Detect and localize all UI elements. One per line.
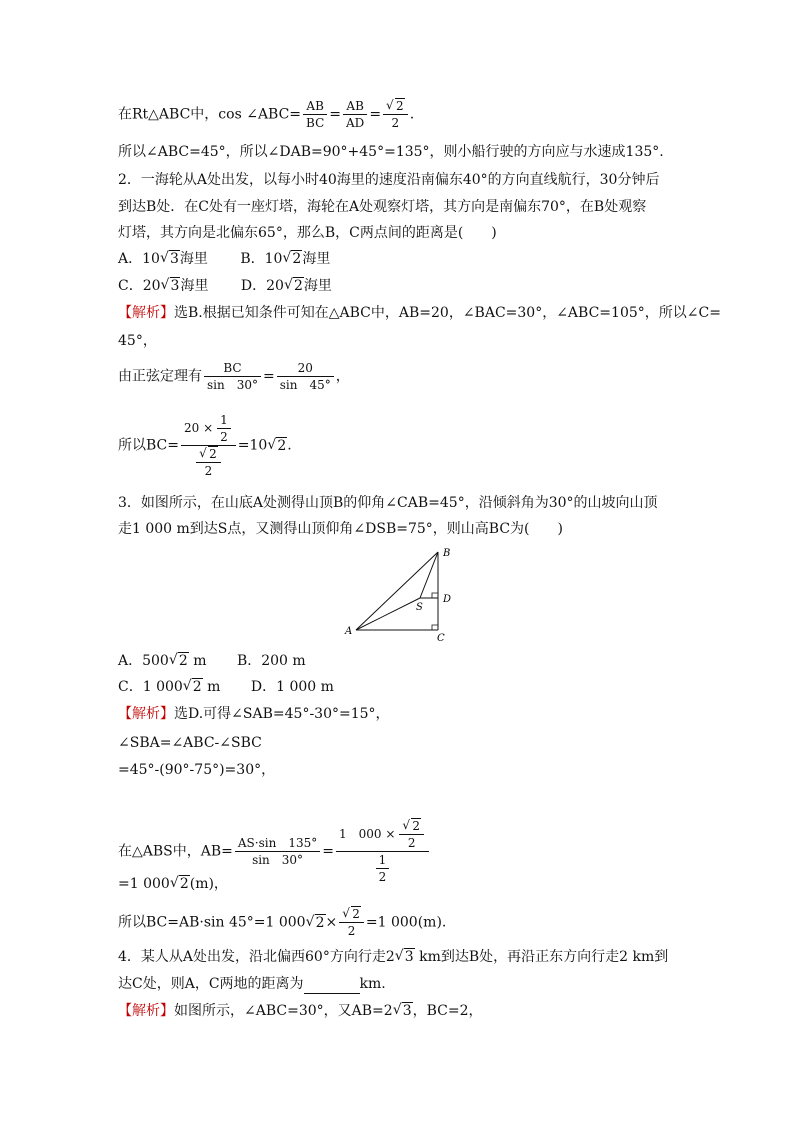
q2-stem-line-1: 2．一海轮从A处出发，以每小时40海里的速度沿南偏东40°的方向直线航行，30分钟后 [118,172,660,188]
right-angle-mark-d [432,593,438,598]
compound-fraction: 1 000 × √ $\frac{2}{2}$ $\frac{1}{2}$ [336,818,429,885]
q3-option-b: B．200 m [236,653,306,669]
right-angle-mark-c [432,625,438,630]
q3-stem-line-1: 3．如图所示，在山底A处测得山顶B的仰角∠CAB=45°，沿倾斜角为30°的山坡向山顶 [118,495,658,511]
q3-bc-result-line: 所以BC=AB·sin 45°=1 000√ 2× √ $\frac{2}{2}$ =1 000(m). [118,906,446,939]
q2-options-row-1 [118,249,330,269]
q2-stem-line-2: 到达B处．在C处有一座灯塔，海轮在A处观察灯塔，其方向是南偏东70°，在B处观察 [118,199,647,215]
q2-options-row-2 [118,276,332,296]
segment-ab [356,552,438,630]
q3-solution-line-2: ∠SBA=∠ABC-∠SBC [118,735,262,751]
solution-tag: 【解析】 [118,706,174,722]
derivation-line-1: 在Rt△ABC中，cos ∠ABC= $\frac{AB}{BC}$ = $\frac{AB}{AD}$ = √ $\frac{2}{2}$ . [118,98,414,131]
fraction: √ $\frac{2}{2}$ [339,906,364,939]
q2-option-a: A．10√ 3海里 [118,251,208,267]
q3-option-a: A．500√ 2 m [118,653,207,669]
q3-stem-line-2: 走1 000 m到达S点，又测得山顶仰角∠DSB=75°，则山高BC为( ) [118,521,563,537]
q3-ab-result-line: =1 000√ 2(m)， [118,874,228,894]
q3-mountain-figure [340,546,460,642]
q3-option-d: D．1 000 m [250,679,334,695]
label-b: B [443,548,451,559]
segment-as [356,598,420,630]
q2-stem-line-3: 灯塔，其方向是北偏东65°，那么B，C两点间的距离是( ) [118,225,497,241]
q2-solution-line-2: 45°， [118,333,157,349]
fraction: $\frac{AB}{BC}$ [303,98,327,131]
fraction: $\frac{20}{\sin 45^\circ}$ [277,360,334,393]
segment-sb [420,552,438,598]
q3-solution-line-1: 【解析】选D.可得∠SAB=45°-30°=15°， [118,706,390,722]
q3-option-c: C．1 000√ 2 m [118,679,220,695]
derivation-line-2: 所以∠ABC=45°，所以∠DAB=90°+45°=135°，则小船行驶的方向应与水速成135°. [118,144,664,160]
fraction: $\frac{BC}{\sin 30^\circ}$ [204,360,261,393]
q4-solution-line-1: 【解析】如图所示，∠ABC=30°，又AB=2√ 3，BC=2， [118,1001,483,1021]
q3-options-row-2 [118,677,334,697]
q2-option-c: C．20√ 3海里 [118,278,208,294]
q2-option-b: B．10√ 2海里 [240,251,330,267]
label-d: D [443,594,452,605]
label-c: C [437,633,445,642]
fraction: $\frac{AS\cdot\sin 135^\circ}{\sin 30^\circ}$ [235,835,320,868]
label-a: A [345,626,353,637]
fraction: √ $\frac{2}{2}$ [383,98,408,131]
fraction: $\frac{AB}{AD}$ [343,98,367,131]
q3-abs-line: 在△ABS中，AB= $\frac{AS\cdot\sin 135^\circ}{\sin 30^\circ}$ = 1 000 × √ $\frac{2}{2}$ $\frac{1}{2}$ [118,818,431,885]
solution-tag: 【解析】 [118,305,174,321]
answer-blank [304,979,360,994]
q4-stem-line-2: 达C处，则A，C两地的距离为 km. [118,976,386,992]
q4-stem-line-1: 4．某人从A处出发，沿北偏西60°方向行走2√ 3 km到达B处，再沿正东方向行走2 km到 [118,947,668,967]
q2-solution-line-1: 【解析】选B.根据已知条件可知在△ABC中，AB=20，∠BAC=30°，∠ABC=105°，所以∠C= [118,305,721,321]
compound-fraction: 20 × $\frac{1}{2}$ √ $\frac{2}{2}$ [181,412,236,479]
q2-option-d: D．20√ 2海里 [241,278,332,294]
q2-sine-law-line: 由正弦定理有 $\frac{BC}{\sin 30^\circ}$ = $\frac{20}{\sin 45^\circ}$ ， [118,361,350,392]
q2-bc-result-line: 所以BC= 20 × $\frac{1}{2}$ √ $\frac{2}{2}$ =10√ 2. [118,412,292,479]
solution-tag: 【解析】 [118,1003,174,1019]
q3-options-row-1 [118,651,306,671]
q3-solution-line-3: =45°-(90°-75°)=30°， [118,762,276,778]
label-s: S [416,602,423,613]
